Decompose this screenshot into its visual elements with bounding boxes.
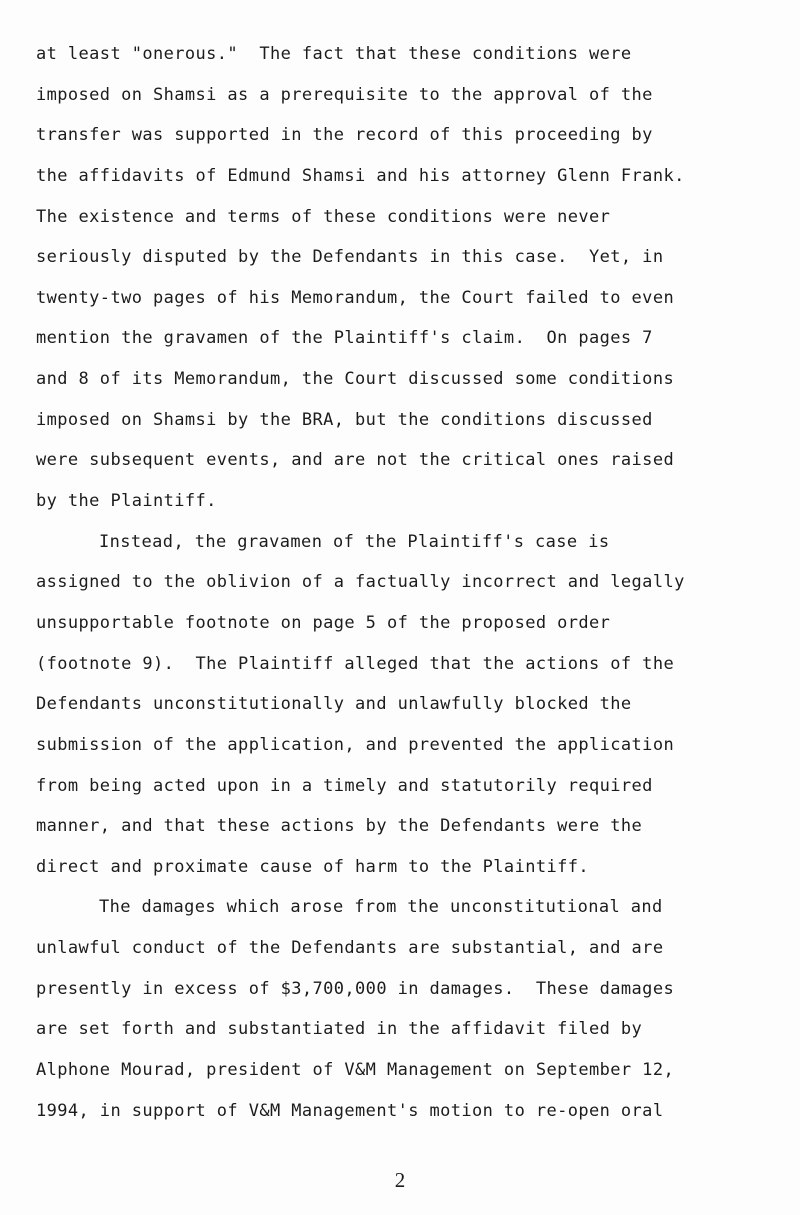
text-line: the affidavits of Edmund Shamsi and his attorney Glenn Frank. xyxy=(36,165,685,186)
text-line: unsupportable footnote on page 5 of the proposed order xyxy=(36,612,611,633)
text-line: are set forth and substantiated in the affidavit filed by xyxy=(36,1019,643,1040)
text-line: were subsequent events, and are not the critical ones raised xyxy=(36,450,675,471)
text-line: direct and proximate cause of harm to the Plaintiff. xyxy=(36,856,590,877)
text-line: imposed on Shamsi as a prerequisite to the approval of the xyxy=(36,84,653,105)
text-line: submission of the application, and prevented the application xyxy=(36,734,675,755)
text-line: Defendants unconstitutionally and unlawfully blocked the xyxy=(36,694,632,715)
text-line: by the Plaintiff. xyxy=(36,491,217,512)
page-number: 2 xyxy=(394,1168,406,1192)
text-line: The existence and terms of these conditions were never xyxy=(36,206,611,227)
text-line: (footnote 9). The Plaintiff alleged that the actions of the xyxy=(36,653,675,674)
paragraph-start-line: The damages which arose from the unconstitutional and xyxy=(99,897,663,918)
text-line: transfer was supported in the record of this proceeding by xyxy=(36,125,653,146)
text-line: twenty-two pages of his Memorandum, the Court failed to even xyxy=(36,287,675,308)
text-line: and 8 of its Memorandum, the Court discussed some conditions xyxy=(36,369,675,390)
paragraph-start-line: Instead, the gravamen of the Plaintiff's case is xyxy=(99,531,610,552)
text-line: unlawful conduct of the Defendants are substantial, and are xyxy=(36,938,664,959)
text-line: imposed on Shamsi by the BRA, but the conditions discussed xyxy=(36,409,653,430)
body-text xyxy=(36,38,788,1135)
text-line: from being acted upon in a timely and statutorily required xyxy=(36,775,653,796)
text-line: 1994, in support of V&M Management's motion to re-open oral xyxy=(36,1100,664,1121)
text-line: seriously disputed by the Defendants in this case. Yet, in xyxy=(36,247,664,268)
text-line: assigned to the oblivion of a factually incorrect and legally xyxy=(36,572,685,593)
text-line: Alphone Mourad, president of V&M Management on September 12, xyxy=(36,1060,675,1081)
text-line: at least "onerous." The fact that these conditions were xyxy=(36,44,632,64)
text-line: mention the gravamen of the Plaintiff's claim. On pages 7 xyxy=(36,328,653,349)
text-line: manner, and that these actions by the Defendants were the xyxy=(36,816,643,837)
text-line: presently in excess of $3,700,000 in damages. These damages xyxy=(36,978,675,999)
